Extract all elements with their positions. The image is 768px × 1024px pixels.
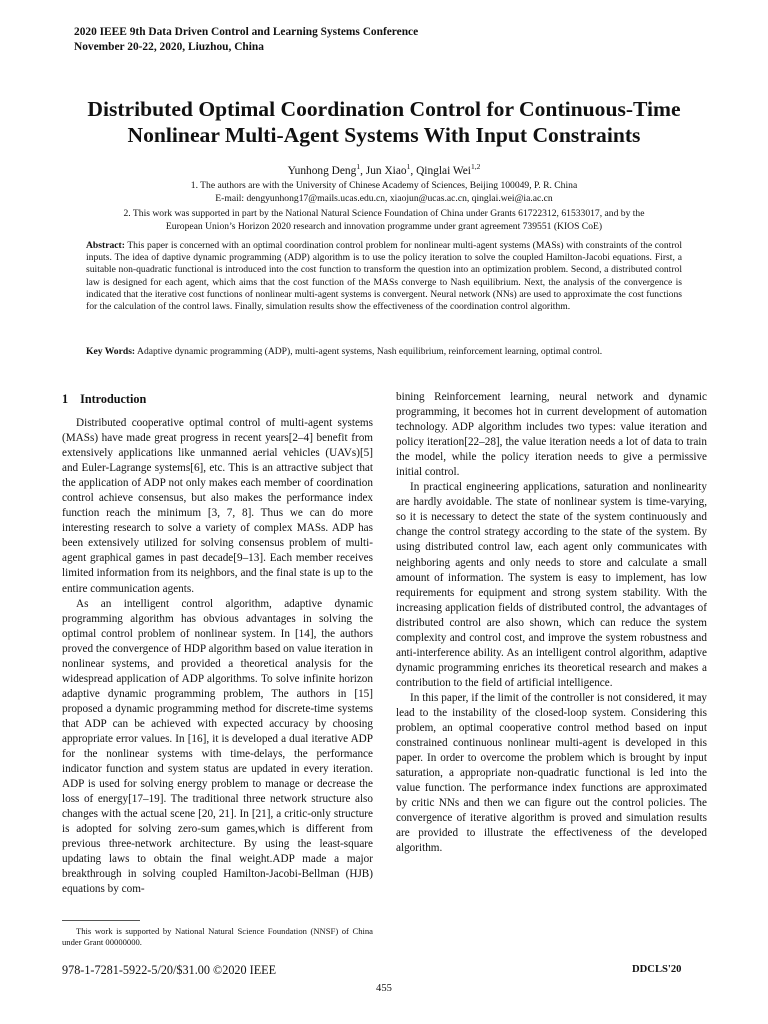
keywords-text: Adaptive dynamic programming (ADP), multi-agent systems, Nash equilibrium, reinforcement learning, optimal control. (137, 346, 603, 357)
keywords-label: Key Words: (86, 346, 136, 357)
conference-date-location: November 20-22, 2020, Liuzhou, China (74, 41, 264, 53)
funding-line: European Union’s Horizon 2020 research and innovation programme under grant agreement 739551 (KIOS CoE) (165, 220, 603, 232)
abstract-label: Abstract: (86, 240, 125, 251)
paragraph: In this paper, if the limit of the controller is not considered, it may lead to the instability of the closed-loop system. Considering this problem, an optimal cooperative control method based on input constrained continuous nonlinear multi-agent is developed in this paper. In order to overcome the problem which is brought by input saturation, a appropriate non-quadratic functional is led into the value function. The performance index functions are approximated by critic NNs and then we can figure out the control policies. The convergence of iterative algorithm is proved and simulation results are provided to illustrate the effectiveness of the developed algorithm. (396, 691, 707, 855)
affiliation-line: 1. The authors are with the University of Chinese Academy of Sciences, Beijing 100049, P. R. China (190, 180, 578, 191)
keywords (86, 346, 682, 358)
paragraph: In practical engineering applications, saturation and nonlinearity are hardly avoidable. The state of nonlinear system is time-varying, so it is necessary to detect the state of the system continuously and change the control strategy according to the state of the system. By using distributed control law, each agent only communicates with neighboring agents and only needs to store and calculate a small amount of information. The system is easy to implement, has low requirements for equipment and strong system stability. With the increasing application fields of distributed control, the advantages of distributed control are also shown, which can reduce the system complexity and control cost, and improve the system robustness and anti-interference ability. As an intelligent control algorithm, adaptive dynamic programming enriches its theoretical research and makes a contribution to the field of artificial intelligence. (396, 481, 707, 689)
paper-title-line-2: Nonlinear Multi-Agent Systems With Input Constraints (127, 123, 641, 147)
paper-title (30, 96, 738, 148)
footnote-divider (62, 920, 140, 921)
author-affiliation-mark: 1,2 (470, 162, 481, 172)
affiliation-block (30, 180, 738, 205)
isbn-copyright: 978-1-7281-5922-5/20/$31.00 ©2020 IEEE (62, 963, 277, 977)
conference-name: 2020 IEEE 9th Data Driven Control and Learning Systems Conference (74, 26, 419, 38)
abstract-text: This paper is concerned with an optimal coordination control problem for nonlinear multi-agent systems (MASs) with constraints of the control inputs. The idea of daptive dynamic programming (ADP) algorithm is to use the policy iteration to solve the coupled Hamilton-Jacobi equations. First, a suitable non-quadratic functional is introduced into the cost function to transform the question into an optimization problem. Second, a distributed control law is designed for each agent, which aims that the cost function of the MASs converge to Nash equilibrium. Next, the analysis of the convergence is indicated that the iterative cost functions of nonlinear multi-agent systems is convergent. Neural network (NNs) are used to approximate the cost functions for the calculation of the control laws. Finally, simulation results show the effectiveness of the coordination control algorithm. (86, 240, 682, 313)
paragraph: bining Reinforcement learning, neural network and dynamic programming, it becomes hot in current development of automation technology. ADP algorithm includes two types: value iteration and policy iteration[22–28], the value iteration needs a lot of data to train the model, while the policy iteration needs to give a permissive initial control. (396, 391, 707, 479)
author-list: Yunhong Deng$^1$, Jun Xiao$^1$, Qinglai Wei$^{1,2}$ (287, 162, 481, 177)
section-heading (62, 392, 146, 407)
venue-abbreviation: DDCLS'20 (632, 964, 682, 975)
footnote: This work is supported by National Natural Science Foundation (NNSF) of China under Grant 00000000. (62, 926, 373, 947)
abstract (86, 240, 682, 313)
author-name: Jun Xiao (365, 165, 407, 177)
right-column (396, 390, 707, 856)
author-name: Qinglai Wei (416, 165, 471, 177)
funding-note (60, 208, 708, 233)
section-number: 1 (62, 392, 69, 406)
funding-line: 2. This work was supported in part by the National Natural Science Foundation of China under Grants 61722312, 61533017, and by the (123, 208, 645, 219)
paragraph: As an intelligent control algorithm, adaptive dynamic programming algorithm has obvious advantages in solving the optimal control problem of nonlinear system. In [14], the authors proved the convergence of HDP algorithm based on value iteration in nonlinear systems, and provided a theoretical analysis for the widespread application of ADP algorithms. To solve infinite horizon adaptive dynamic programming problem, The authors in [15] proposed a dynamic programming method for discrete-time systems that ADP can be achieved with expected accuracy by choosing appropriate error values. In [16], it is developed a dual iterative ADP for the nonlinear systems with time-delays, the performance indicator function and system status are updated in every iteration. ADP is used for solving energy problem to manage or decrease the loss of energy[17–19]. The traditional three network structure also changes with the actual scene [20, 21]. In [21], a critic-only structure is adopted for solving zero-sum games,which is different from previous three-network architecture. By using the least-square updating laws to obtain the final weight.ADP made a major breakthrough in solving coupled Hamilton-Jacobi-Bellman (HJB) equations by com- (62, 597, 373, 896)
conference-header (74, 25, 418, 55)
page-number: 455 (376, 983, 392, 994)
author-name: Yunhong Deng (287, 165, 357, 177)
paper-title-line-1: Distributed Optimal Coordination Control for Continuous-Time (87, 97, 681, 121)
author-affiliation-mark: 1 (356, 162, 361, 172)
author-affiliation-mark: 1 (406, 162, 411, 172)
left-column (62, 416, 373, 898)
author-emails: E-mail: dengyunhong17@mails.ucas.edu.cn, xiaojun@ucas.ac.cn, qinglai.wei@ia.ac.cn (215, 192, 553, 204)
section-title: Introduction (80, 392, 147, 406)
paragraph: Distributed cooperative optimal control of multi-agent systems (MASs) have made great progress in recent years[2–4] benefit from extensively applications like unmanned aerial vehicles (UAVs)[5] and Euler-Lagrange systems[6], etc. This is an attractive subject that the application of ADP not only makes each member of coordination control achieve consensus, but also makes the performance index function reach the minimum [3, 7, 8]. Thus we can do more interesting research to solve a variety of complex MASs. ADP has been extensively utilized for solving consensus problem of multi-agent graphical games in past decade[9–13]. Each member receives limited information from its neighbors, and the final state is up to the entire communication agents. (62, 417, 373, 595)
